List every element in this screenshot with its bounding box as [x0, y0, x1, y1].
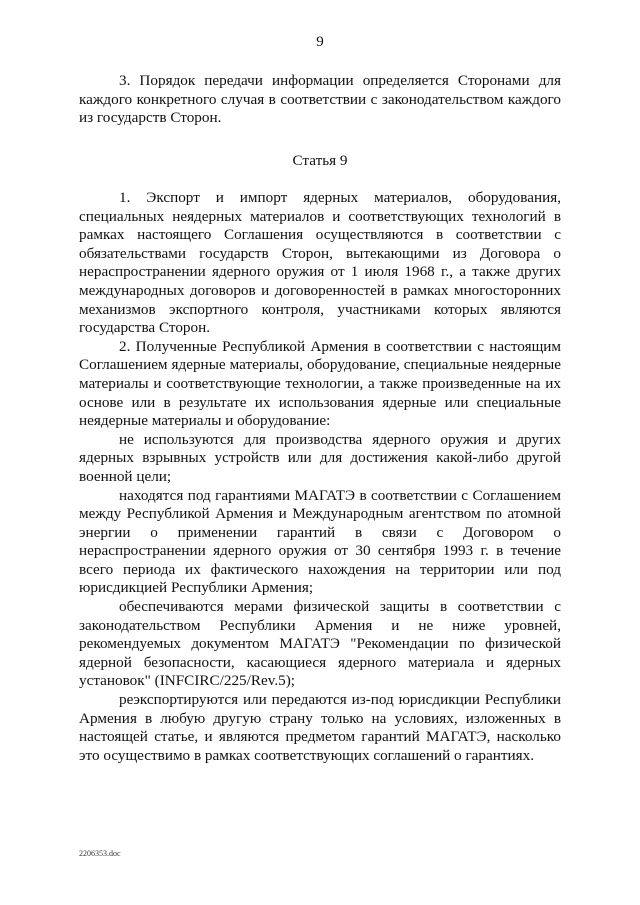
page-number: 9	[316, 34, 324, 50]
intro-section	[79, 72, 561, 128]
article-heading: Статья 9	[292, 152, 348, 169]
file-name-footer: 2206353.doc	[79, 849, 121, 858]
paragraph-physical-protection: обеспечиваются мерами физической защиты в соответствии с законодательством Республики Армения и не ниже уровней, рекомендуемых документом МАГАТЭ "Рекомендации по физической ядерной безопасности, касающиеся ядерного материала и ядерных установок" (INFCIRC/225/Rev.5);	[79, 598, 561, 690]
paragraph-received-materials: 2. Полученные Республикой Армения в соответствии с настоящим Соглашением ядерные материалы, оборудование, специальные неядерные материалы и соответствующие технологии, а также произведенные на их основе или в результате их использования ядерные или специальные неядерные материалы и оборудование:	[79, 337, 561, 430]
article-body	[79, 189, 561, 765]
paragraph-iaea-safeguards: находятся под гарантиями МАГАТЭ в соответствии с Соглашением между Республикой Армения и Международным агентством по атомной энергии о применении гарантий в связи с Договором о нераспространении ядерного оружия от 30 сентября 1993 г. в течение всего периода их фактического нахождения на территории или под юрисдикцией Республики Армения;	[79, 486, 561, 597]
intro-paragraph: 3. Порядок передачи информации определяется Сторонами для каждого конкретного случая в соответствии с законодательством каждого из государств Сторон.	[79, 72, 561, 127]
paragraph-reexport: реэкспортируются или передаются из-под юрисдикции Республики Армения в любую другую страну только на условиях, изложенных в настоящей статье, и являются предметом гарантий МАГАТЭ, насколько это осуществимо в рамках соответствующих соглашений о гарантиях.	[79, 691, 561, 764]
paragraph-export-import: 1. Экспорт и импорт ядерных материалов, оборудования, специальных неядерных материалов и соответствующих технологий в рамках настоящего Соглашения осуществляются в соответствии с обязательствами государств Сторон, вытекающими из Договора о нераспространении ядерного оружия от 1 июля 1968 г., а также других международных договоров и договоренностей в рамках многосторонних механизмов экспортного контроля, участниками которых являются государства Сторон.	[79, 189, 561, 337]
paragraph-no-weapons-use: не используются для производства ядерного оружия и других ядерных взрывных устройств или для достижения какой-либо другой военной цели;	[79, 430, 561, 485]
